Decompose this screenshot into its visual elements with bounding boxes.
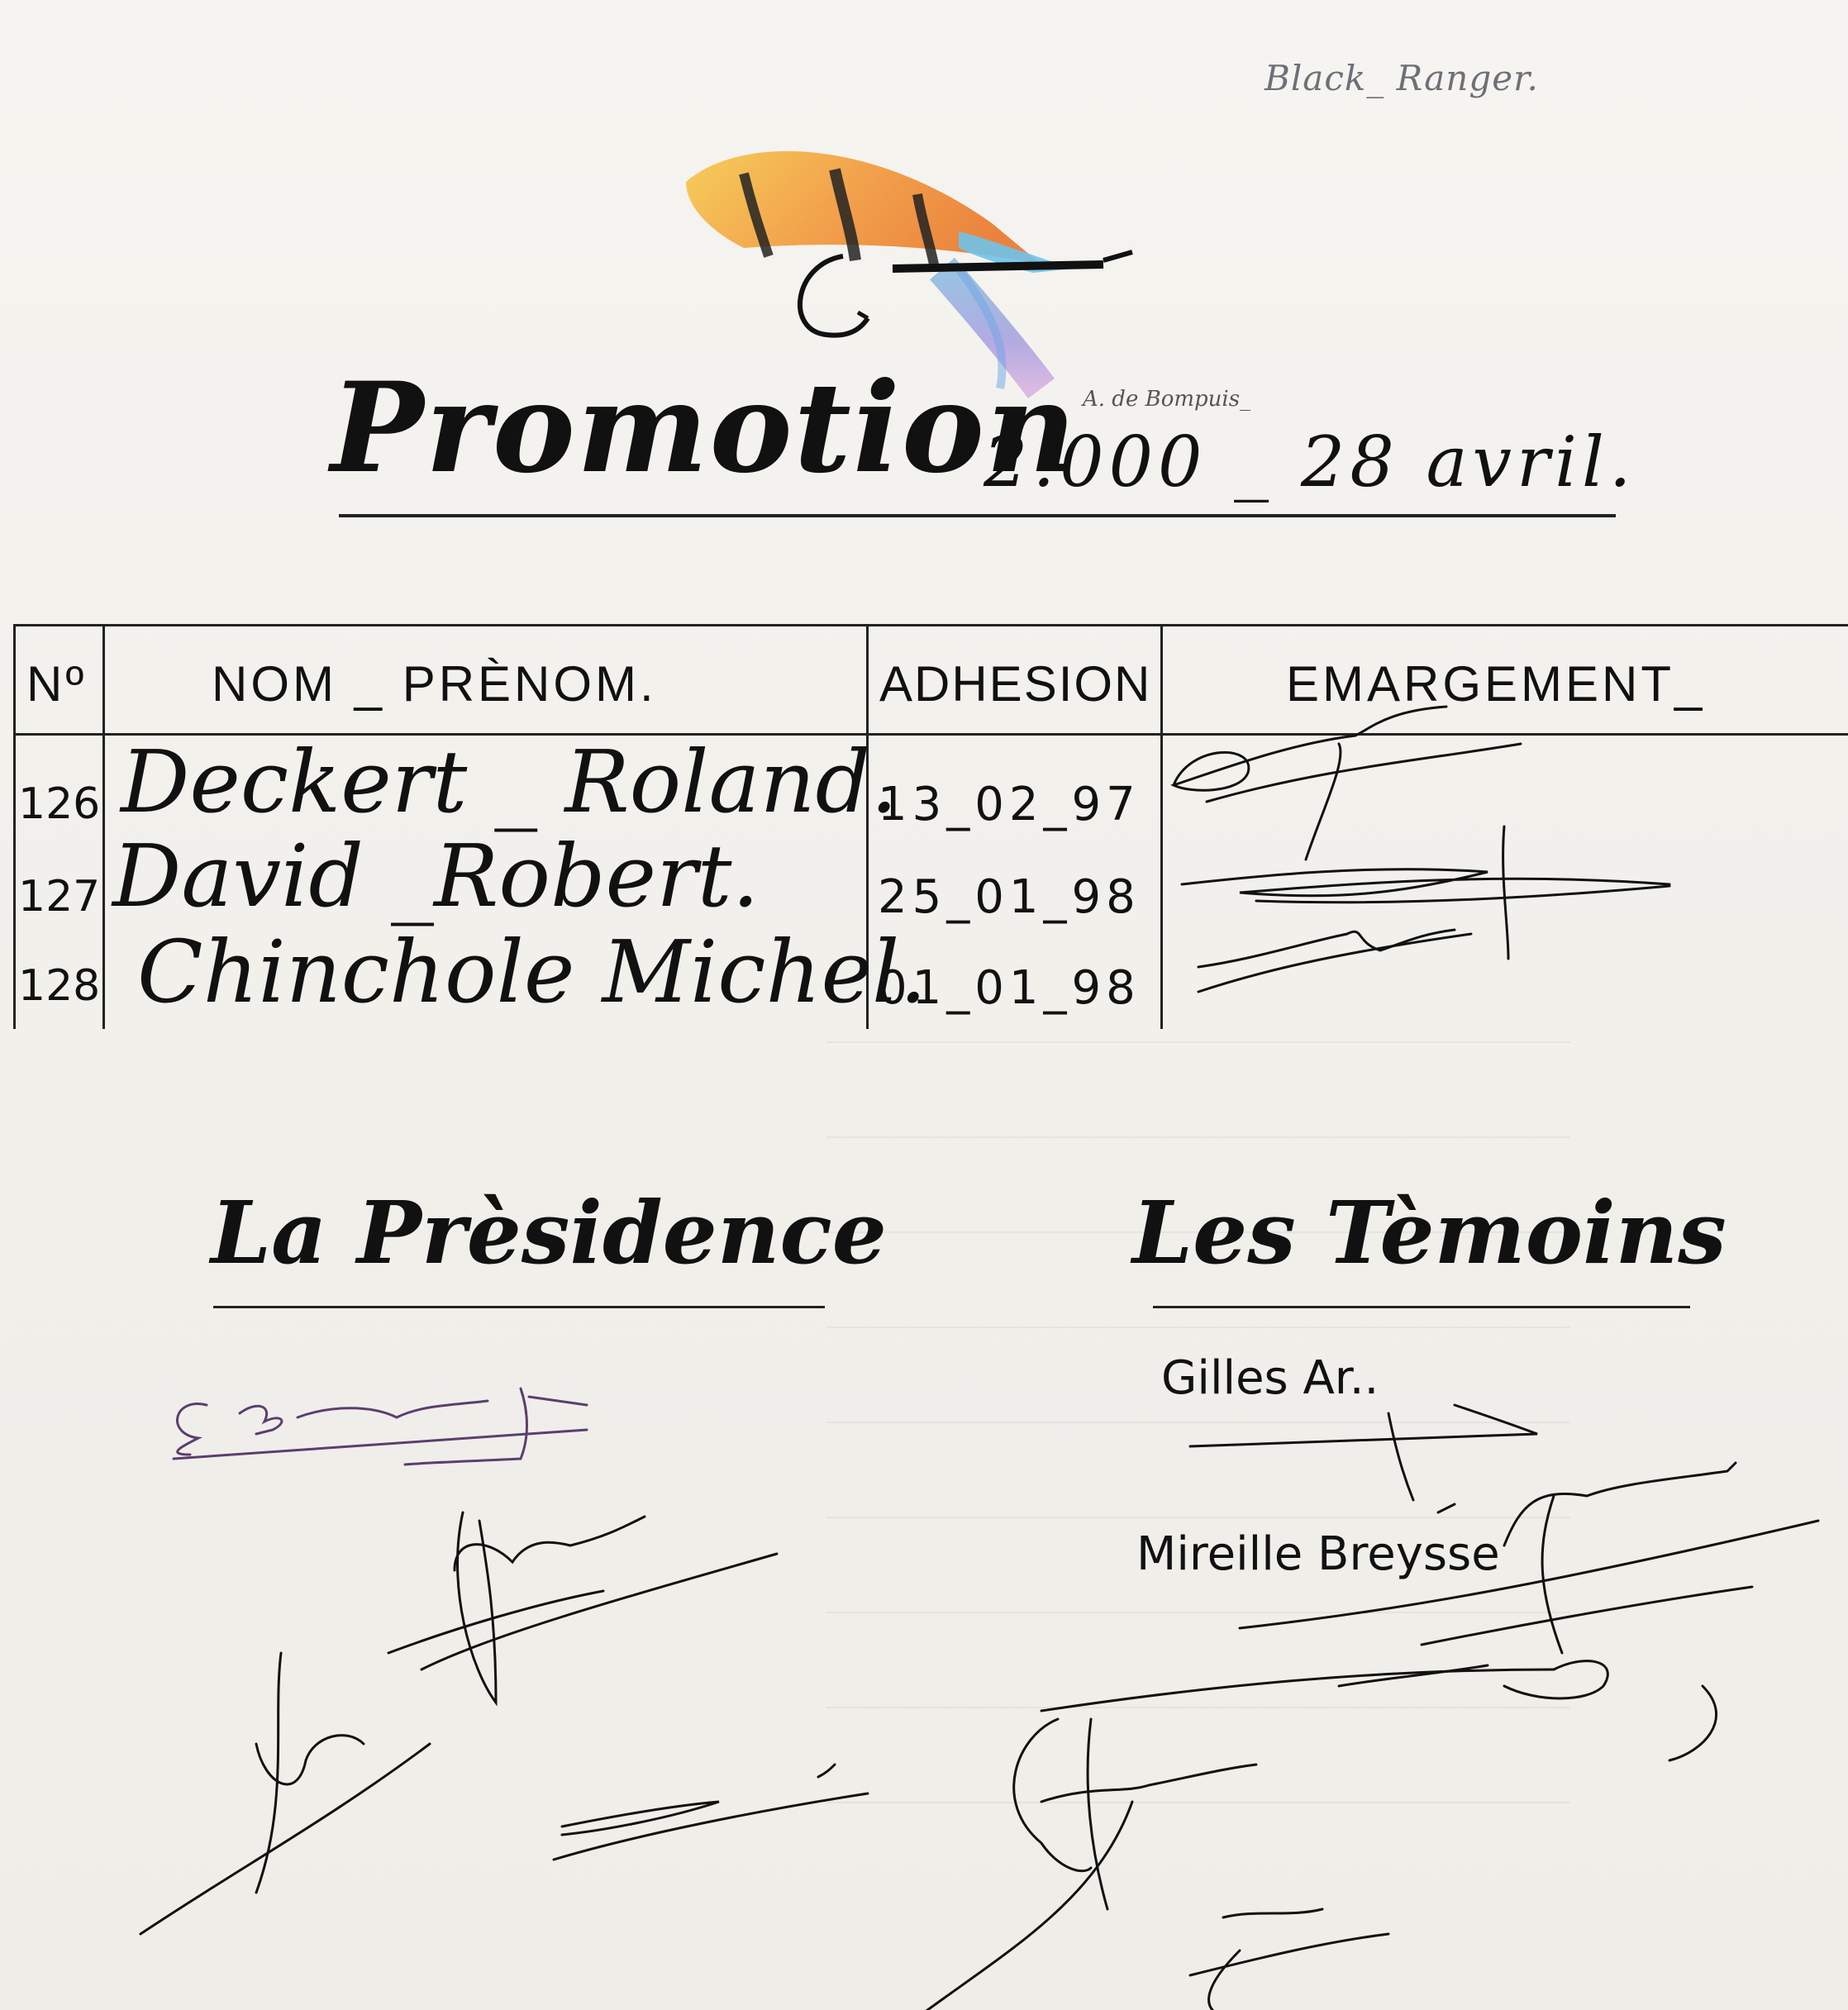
- table-top-rule: [13, 624, 1848, 626]
- row-126-number: 126: [18, 779, 101, 829]
- title-underline: [339, 514, 1616, 517]
- row-128-adhesion: 01_01_98: [878, 961, 1141, 1015]
- header-emargement: EMARGEMENT_: [1286, 656, 1706, 712]
- row-126-name: Deckert _ Roland.: [121, 731, 898, 832]
- witness-name-1: Gilles Ar..: [1161, 1351, 1379, 1405]
- row-127-adhesion: 25_01_98: [878, 870, 1141, 924]
- presidency-heading: La Prèsidence: [211, 1182, 887, 1284]
- artist-credit: A. de Bompuis_: [1083, 387, 1251, 412]
- title-row: [331, 339, 1669, 504]
- header-number: Nº: [26, 656, 88, 712]
- row-128-number: 128: [18, 961, 101, 1011]
- page-title: Promotion: [331, 355, 1079, 501]
- presidency-signatures: [141, 1355, 884, 1950]
- table-col-rule-1: [102, 624, 105, 1029]
- fly-name-annotation: Black_ Ranger.: [1265, 58, 1539, 98]
- presidency-underline: [213, 1306, 825, 1308]
- header-adhesion: ADHESION: [879, 656, 1152, 712]
- row-128-name: Chinchole Michel.: [137, 922, 927, 1022]
- witness-name-2: Mireille Breysse: [1136, 1527, 1500, 1581]
- table-left-rule: [13, 624, 16, 1029]
- header-name: NOM _ PRÈNOM.: [212, 656, 657, 712]
- row-127-name: David _Robert.: [112, 826, 760, 926]
- promotion-date: 2.000 _ 28 avril.: [984, 422, 1636, 502]
- witnesses-heading: Les Tèmoins: [1132, 1182, 1727, 1284]
- row-127-number: 127: [18, 872, 101, 922]
- row-126-adhesion: 13_02_97: [878, 778, 1141, 831]
- emargement-signatures: [1157, 694, 1703, 1058]
- witnesses-signatures: [876, 1339, 1843, 2000]
- witnesses-underline: [1153, 1306, 1690, 1308]
